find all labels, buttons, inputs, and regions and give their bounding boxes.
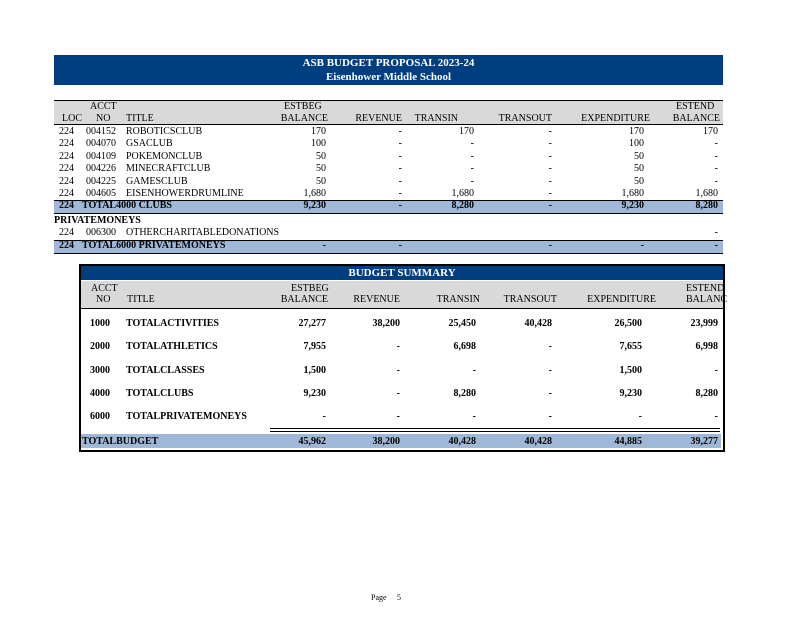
summary-cell-expenditure: - — [638, 411, 642, 423]
summary-cell-revenue: - — [396, 364, 400, 376]
detail-col-no: NO — [96, 113, 111, 124]
summary-col-title: TITLE — [127, 294, 155, 305]
detail-cell-loc: 224 — [59, 150, 74, 162]
detail-cell-trans-out: - — [548, 150, 552, 162]
detail-cell-revenue: - — [398, 126, 402, 137]
detail-cell-trans-in: 170 — [459, 126, 474, 137]
detail-cell-title: ROBOTICSCLUB — [126, 126, 203, 137]
detail-cell-title: GAMESCLUB — [126, 175, 188, 187]
detail-cell-title: MINECRAFTCLUB — [126, 163, 211, 175]
detail-cell-expenditure: 50 — [634, 150, 644, 162]
detail-col-balance: BALANCE — [280, 113, 328, 124]
detail-cell-trans-out: - — [548, 188, 552, 199]
summary-col-estend-top: ESTEND — [686, 283, 725, 294]
summary-total-est-end-balance: 39,277 — [690, 436, 718, 447]
detail-cell-acct-no: 004070 — [86, 138, 116, 150]
summary-cell-title: TOTALCLUBS — [126, 387, 194, 399]
summary-cell-trans-in: 25,450 — [448, 318, 476, 329]
page-number: 5 — [397, 593, 401, 602]
detail-cell-acct-no: 004109 — [86, 150, 116, 162]
total-clubs-est-end-balance: 8,280 — [695, 200, 718, 211]
total-private-expenditure: - — [640, 240, 644, 251]
page-label: Page — [371, 593, 387, 602]
detail-cell-trans-in: - — [470, 138, 474, 150]
total-private-revenue: - — [398, 240, 402, 251]
detail-cell-acct-no: 004225 — [86, 175, 116, 187]
total-private-est-beg-balance: - — [322, 240, 326, 251]
detail-col-acct-top: ACCT — [90, 101, 117, 112]
summary-cell-trans-in: 8,280 — [453, 387, 476, 399]
total-clubs-trans-out: - — [548, 200, 552, 211]
total-private-est-end-balance: - — [714, 240, 718, 251]
summary-header-rule — [81, 308, 723, 309]
detail-cell-loc: 224 — [59, 126, 74, 137]
detail-cell-est-beg-balance: 50 — [316, 175, 326, 187]
detail-cell-est-beg-balance: 100 — [311, 138, 326, 150]
detail-col-expenditure: EXPENDITURE — [581, 113, 650, 124]
summary-col-no: NO — [96, 294, 111, 305]
summary-col-acct-top: ACCT — [91, 283, 118, 294]
summary-cell-est-end-balance: 6,998 — [695, 341, 718, 353]
summary-cell-est-end-balance: 23,999 — [690, 318, 718, 329]
detail-cell-loc: 224 — [59, 175, 74, 187]
detail-cell-trans-in: - — [470, 163, 474, 175]
total-private-loc: 224 — [59, 240, 74, 251]
total-private-trans-out: - — [548, 240, 552, 251]
detail-cell-revenue: - — [398, 188, 402, 199]
detail-cell-revenue: - — [398, 150, 402, 162]
detail-col-loc: LOC — [62, 113, 82, 124]
detail-cell-acct-no: 004226 — [86, 163, 116, 175]
detail-cell-est-end-balance: 1,680 — [695, 188, 718, 199]
detail-cell-title: EISENHOWERDRUMLINE — [126, 188, 244, 199]
summary-total-trans-in: 40,428 — [448, 436, 476, 447]
detail-cell-trans-out: - — [548, 126, 552, 137]
private-moneys-heading: PRIVATEMONEYS — [54, 215, 141, 226]
school-name: Eisenhower Middle School — [325, 71, 452, 83]
summary-cell-trans-in: 6,698 — [453, 341, 476, 353]
summary-cell-trans-out: - — [548, 411, 552, 423]
detail-cell-est-end-balance: 170 — [703, 126, 718, 137]
total-clubs-title: TOTAL4000 CLUBS — [82, 200, 172, 211]
detail-cell-est-beg-balance: 1,680 — [303, 188, 326, 199]
summary-col-balance: BALANCE — [280, 294, 328, 305]
summary-cell-est-beg-balance: - — [322, 411, 326, 423]
summary-cell-est-beg-balance: 1,500 — [303, 364, 326, 376]
summary-cell-trans-out: - — [548, 387, 552, 399]
summary-cell-title: TOTALACTIVITIES — [126, 318, 219, 329]
detail-col-title: TITLE — [126, 113, 154, 124]
budget-summary-banner — [81, 266, 723, 280]
summary-cell-expenditure: 26,500 — [614, 318, 642, 329]
detail-col-estbeg-top: ESTBEG — [284, 101, 322, 112]
summary-col-balance2: BALANC — [686, 294, 728, 305]
detail-col-balance2: BALANCE — [672, 113, 720, 124]
summary-cell-expenditure: 7,655 — [619, 341, 642, 353]
summary-col-transout: TRANSOUT — [503, 294, 557, 305]
summary-cell-trans-in: - — [472, 364, 476, 376]
summary-col-estbeg-top: ESTBEG — [291, 283, 329, 294]
detail-cell-expenditure: 100 — [629, 138, 644, 150]
private-cell-title: OTHERCHARITABLEDONATIONS — [126, 227, 280, 238]
summary-cell-est-beg-balance: 9,230 — [303, 387, 326, 399]
total-clubs-loc: 224 — [59, 200, 74, 211]
detail-cell-est-beg-balance: 170 — [311, 126, 326, 137]
detail-cell-est-end-balance: - — [714, 150, 718, 162]
detail-cell-trans-in: - — [470, 150, 474, 162]
detail-cell-expenditure: 170 — [629, 126, 644, 137]
summary-cell-acct-no: 4000 — [90, 387, 110, 399]
detail-cell-acct-no: 004605 — [86, 188, 116, 199]
summary-col-transin: TRANSIN — [436, 294, 480, 305]
summary-cell-trans-out: - — [548, 364, 552, 376]
detail-cell-trans-in: 1,680 — [451, 188, 474, 199]
summary-cell-expenditure: 1,500 — [619, 364, 642, 376]
detail-col-revenue: REVENUE — [355, 113, 402, 124]
summary-cell-est-beg-balance: 27,277 — [298, 318, 326, 329]
detail-cell-trans-out: - — [548, 138, 552, 150]
private-cell-loc: 224 — [59, 227, 74, 238]
summary-total-revenue: 38,200 — [372, 436, 400, 447]
summary-col-revenue: REVENUE — [353, 294, 400, 305]
summary-cell-trans-out: - — [548, 341, 552, 353]
summary-total-rule-1 — [270, 428, 720, 429]
total-clubs-trans-in: 8,280 — [451, 200, 474, 211]
detail-cell-est-end-balance: - — [714, 175, 718, 187]
summary-cell-title: TOTALPRIVATEMONEYS — [126, 411, 247, 423]
detail-col-transout: TRANSOUT — [498, 113, 552, 124]
report-title: ASB BUDGET PROPOSAL 2023-24 — [302, 57, 475, 69]
detail-cell-est-end-balance: - — [714, 163, 718, 175]
detail-cell-revenue: - — [398, 163, 402, 175]
summary-total-trans-out: 40,428 — [524, 436, 552, 447]
summary-cell-title: TOTALATHLETICS — [126, 341, 218, 353]
summary-cell-acct-no: 6000 — [90, 411, 110, 423]
summary-cell-revenue: - — [396, 387, 400, 399]
total-clubs-est-beg-balance: 9,230 — [303, 200, 326, 211]
summary-col-expenditure: EXPENDITURE — [587, 294, 656, 305]
detail-cell-loc: 224 — [59, 138, 74, 150]
detail-col-transin: TRANSIN — [414, 113, 458, 124]
detail-cell-est-beg-balance: 50 — [316, 163, 326, 175]
summary-total-title: TOTALBUDGET — [82, 436, 159, 447]
summary-cell-est-beg-balance: 7,955 — [303, 341, 326, 353]
detail-cell-expenditure: 1,680 — [621, 188, 644, 199]
detail-cell-expenditure: 50 — [634, 163, 644, 175]
budget-summary-title: BUDGET SUMMARY — [348, 267, 456, 279]
detail-cell-revenue: - — [398, 175, 402, 187]
detail-cell-acct-no: 004152 — [86, 126, 116, 137]
summary-cell-title: TOTALCLASSES — [126, 364, 205, 376]
summary-cell-acct-no: 3000 — [90, 364, 110, 376]
summary-cell-acct-no: 1000 — [90, 318, 110, 329]
detail-cell-trans-out: - — [548, 163, 552, 175]
summary-cell-revenue: 38,200 — [372, 318, 400, 329]
detail-cell-loc: 224 — [59, 163, 74, 175]
detail-cell-est-end-balance: - — [714, 138, 718, 150]
detail-cell-trans-out: - — [548, 175, 552, 187]
summary-cell-est-end-balance: - — [714, 364, 718, 376]
detail-cell-revenue: - — [398, 138, 402, 150]
detail-cell-title: GSACLUB — [126, 138, 173, 150]
summary-total-est-beg-balance: 45,962 — [298, 436, 326, 447]
detail-col-estend-top: ESTEND — [676, 101, 715, 112]
total-clubs-expenditure: 9,230 — [621, 200, 644, 211]
summary-cell-est-end-balance: 8,280 — [695, 387, 718, 399]
detail-cell-est-beg-balance: 50 — [316, 150, 326, 162]
summary-total-expenditure: 44,885 — [614, 436, 642, 447]
summary-cell-acct-no: 2000 — [90, 341, 110, 353]
total-clubs-revenue: - — [398, 200, 402, 211]
summary-cell-est-end-balance: - — [714, 411, 718, 423]
report-title-banner — [54, 55, 723, 85]
detail-cell-trans-in: - — [470, 175, 474, 187]
detail-cell-title: POKEMONCLUB — [126, 150, 203, 162]
detail-cell-expenditure: 50 — [634, 175, 644, 187]
summary-cell-trans-in: - — [472, 411, 476, 423]
detail-cell-loc: 224 — [59, 188, 74, 199]
summary-cell-trans-out: 40,428 — [524, 318, 552, 329]
private-cell-est-end-balance: - — [714, 227, 718, 238]
total-private-title: TOTAL6000 PRIVATEMONEYS — [82, 240, 226, 251]
private-cell-acct-no: 006300 — [86, 227, 116, 238]
summary-cell-revenue: - — [396, 341, 400, 353]
summary-cell-expenditure: 9,230 — [619, 387, 642, 399]
summary-total-rule-2 — [270, 431, 720, 432]
summary-cell-revenue: - — [396, 411, 400, 423]
